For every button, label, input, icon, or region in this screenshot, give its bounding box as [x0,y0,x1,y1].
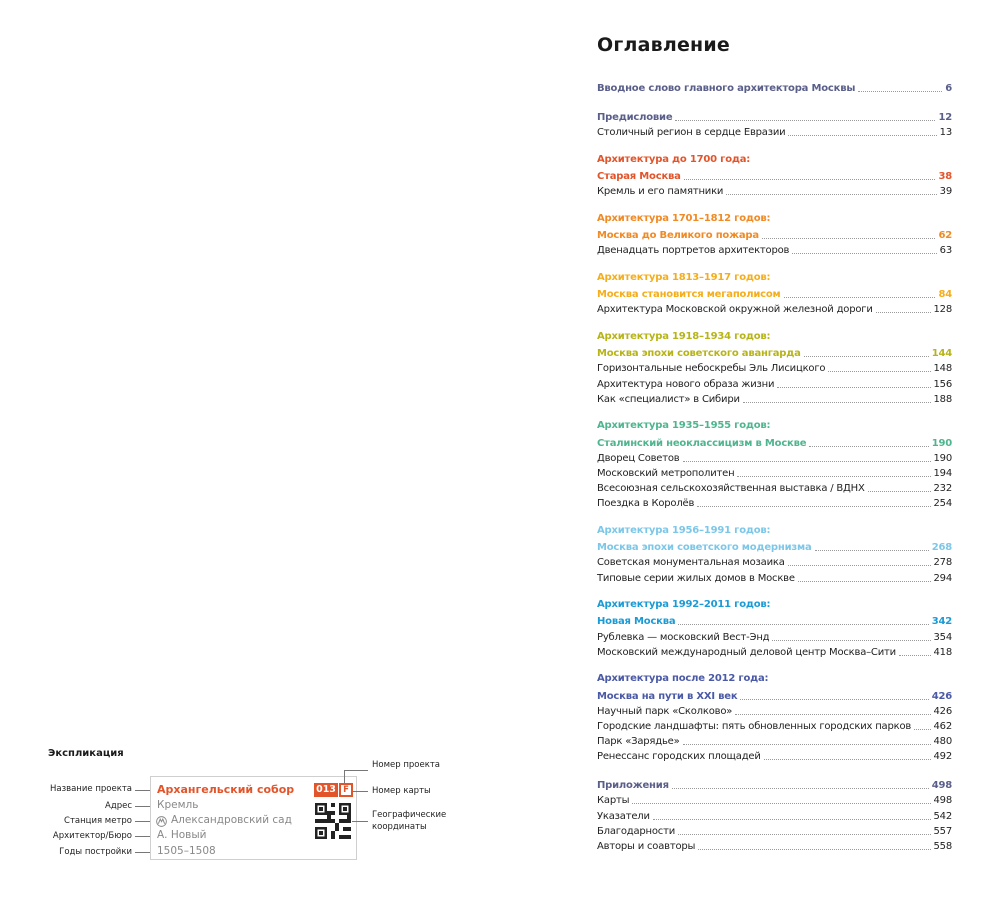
toc-entry-title: Советская монументальная мозаика [597,557,785,569]
toc-entry-title: Поездка в Королёв [597,498,695,510]
leader-line [352,791,368,792]
toc-entry[interactable] [597,777,952,792]
toc-section [597,777,952,853]
toc-leader-dots [678,833,930,835]
toc-section-heading: Архитектура до 1700 года: [597,153,751,165]
toc-entry-title: Вводное слово главного архитектора Москвы [597,83,856,95]
toc-title: Оглавление [597,34,730,56]
toc-leader-dots [792,252,936,254]
leader-line [344,770,368,771]
toc-leader-dots [735,713,930,715]
toc-entry-title: Московский международный деловой центр Москва–Сити [597,646,896,658]
toc-entry-title: Старая Москва [597,170,681,182]
toc-entry[interactable] [597,450,952,465]
toc-entry[interactable] [597,286,952,301]
legend-title: Экспликация [48,748,124,759]
toc-entry[interactable] [597,109,952,124]
toc-leader-dots [737,475,930,477]
toc-entry-page: 188 [933,393,952,405]
toc-entry-title: Сталинский неоклассицизм в Москве [597,437,807,449]
toc-entry-page: 426 [931,690,952,702]
toc-entry[interactable] [597,644,952,659]
toc-entry[interactable] [597,838,952,853]
toc-leader-dots [697,505,930,507]
toc-leader-dots [798,580,931,582]
card-metro: Александровский сад [171,814,292,826]
toc-leader-dots [777,386,930,388]
toc-entry-page: 268 [931,542,952,554]
toc-entry[interactable] [597,183,952,198]
toc-entry-title: Двенадцать портретов архитекторов [597,245,790,257]
qr-code-icon [315,803,351,839]
toc-entry[interactable] [597,613,952,628]
toc-entry[interactable] [597,539,952,554]
label-years: Годы постройки [59,847,132,857]
toc-entry[interactable] [597,360,952,375]
toc-entry[interactable] [597,748,952,763]
toc-leader-dots [683,460,931,462]
toc-entry-page: 38 [938,170,952,182]
metro-icon [156,816,167,827]
toc-leader-dots [788,134,936,136]
toc-entry-page: 12 [938,111,952,123]
toc-entry-title: Архитектура Московской окружной железной дороги [597,304,873,316]
toc-entry-title: Новая Москва [597,616,676,628]
toc-leader-dots [683,743,931,745]
toc-leader-dots [653,818,931,820]
toc-entry[interactable] [597,375,952,390]
label-architect: Архитектор/Бюро [52,831,132,841]
toc-entry[interactable] [597,480,952,495]
toc-section [597,153,952,199]
toc-list [597,80,952,866]
toc-leader-dots [868,490,931,492]
label-map-number: Номер карты [372,786,431,796]
toc-entry[interactable] [597,391,952,406]
toc-leader-dots [740,698,928,700]
toc-leader-dots [784,296,936,298]
toc-leader-dots [858,90,942,92]
label-address: Адрес [105,801,132,811]
toc-section [597,598,952,659]
toc-entry[interactable] [597,168,952,183]
toc-entry[interactable] [597,792,952,807]
toc-leader-dots [828,370,930,372]
toc-entry-title: Как «специалист» в Сибири [597,393,740,405]
toc-section-heading: Архитектура 1701–1812 годов: [597,212,771,224]
toc-entry-title: Ренессанс городских площадей [597,751,761,763]
toc-entry[interactable] [597,703,952,718]
toc-leader-dots [762,237,936,239]
toc-entry-page: 418 [933,646,952,658]
toc-entry-page: 84 [938,289,952,301]
toc-leader-dots [743,401,931,403]
toc-entry-page: 254 [933,498,952,510]
toc-entry-page: 354 [933,631,952,643]
toc-leader-dots [876,311,931,313]
toc-leader-dots [764,758,931,760]
toc-entry-page: 62 [938,230,952,241]
toc-entry-page: 558 [933,840,952,852]
toc-entry[interactable] [597,345,952,360]
toc-entry[interactable] [597,733,952,748]
toc-entry[interactable] [597,569,952,584]
toc-entry-page: 294 [933,572,952,584]
label-geo-line2: координаты [372,822,427,832]
toc-entry-title: Москва эпохи советского авангарда [597,348,801,360]
toc-entry-title: Карты [597,795,630,807]
toc-entry[interactable] [597,718,952,733]
toc-entry-title: Всесоюзная сельскохозяйственная выставка / ВДНХ [597,483,865,495]
toc-leader-dots [698,848,930,850]
toc-entry[interactable] [597,124,952,139]
toc-leader-dots [788,564,931,566]
toc-entry-title: Предисловие [597,111,673,123]
toc-section [597,330,952,406]
card-architect: А. Новый [157,829,207,841]
toc-entry-title: Москва становится мегаполисом [597,289,781,301]
toc-entry[interactable] [597,80,952,95]
toc-entry-page: 144 [931,348,952,360]
toc-entry[interactable] [597,554,952,569]
toc-section [597,109,952,139]
toc-entry-page: 498 [931,780,952,792]
toc-entry-page: 194 [933,467,952,479]
label-metro: Станция метро [64,816,132,826]
toc-entry-page: 492 [933,751,952,763]
toc-leader-dots [899,654,931,656]
toc-entry[interactable] [597,495,952,510]
toc-leader-dots [815,549,929,551]
toc-entry-page: 498 [933,795,952,807]
toc-leader-dots [726,193,936,195]
toc-entry-title: Московский метрополитен [597,467,735,479]
toc-entry[interactable] [597,301,952,316]
toc-entry[interactable] [597,807,952,822]
toc-leader-dots [914,728,930,730]
toc-entry-page: 462 [933,721,952,733]
toc-entry-title: Авторы и соавторы [597,840,696,852]
toc-entry-page: 278 [933,557,952,569]
toc-leader-dots [632,802,930,804]
toc-entry-page: 156 [933,378,952,390]
toc-entry[interactable] [597,227,952,242]
toc-entry-page: 128 [933,304,952,316]
card-project-number: 013 [314,783,338,797]
toc-section [597,672,952,763]
toc-entry-page: 557 [933,825,952,837]
toc-entry[interactable] [597,242,952,257]
leader-line [352,821,368,822]
card-years: 1505–1508 [157,845,216,857]
toc-entry-title: Москва до Великого пожара [597,230,759,241]
toc-section [597,524,952,585]
toc-entry-title: Научный парк «Сколково» [597,705,733,717]
toc-section-heading: Архитектура после 2012 года: [597,673,769,685]
toc-entry-title: Дворец Советов [597,452,680,464]
toc-entry-title: Архитектура нового образа жизни [597,378,775,390]
toc-entry[interactable] [597,465,952,480]
toc-entry[interactable] [597,434,952,449]
toc-section [597,419,952,510]
toc-section-heading: Архитектура 1956–1991 годов: [597,524,771,536]
toc-entry-page: 542 [933,810,952,822]
toc-section-heading: Архитектура 1992–2011 годов: [597,599,771,611]
toc-entry-title: Типовые серии жилых домов в Москве [597,572,795,584]
toc-entry-title: Столичный регион в сердце Евразии [597,127,786,139]
toc-section-heading: Архитектура 1813–1917 годов: [597,271,771,283]
toc-entry[interactable] [597,628,952,643]
toc-entry-title: Горизонтальные небоскребы Эль Лисицкого [597,363,826,375]
label-project-name: Название проекта [49,784,132,794]
toc-entry-page: 6 [945,83,952,95]
toc-entry-title: Парк «Зарядье» [597,736,680,748]
toc-entry-title: Рублевка — московский Вест-Энд [597,631,770,643]
toc-entry-page: 342 [931,616,952,628]
toc-entry[interactable] [597,823,952,838]
leader-line [344,770,345,783]
toc-entry-page: 232 [933,483,952,495]
card-map-letter: F [341,785,351,795]
toc-leader-dots [809,445,928,447]
card-map-number [339,783,353,797]
toc-section-heading: Архитектура 1935–1955 годов: [597,420,771,432]
toc-section [597,212,952,258]
card-address: Кремль [157,799,199,811]
toc-section [597,80,952,95]
toc-entry-page: 190 [933,452,952,464]
toc-entry[interactable] [597,688,952,703]
toc-entry-page: 63 [939,245,952,257]
toc-entry-page: 480 [933,736,952,748]
toc-entry-title: Благодарности [597,825,676,837]
toc-entry-page: 190 [931,437,952,449]
toc-section-heading: Архитектура 1918–1934 годов: [597,330,771,342]
toc-entry-title: Москва на пути в XXI век [597,690,738,702]
toc-entry-title: Указатели [597,810,650,822]
toc-entry-page: 13 [939,127,952,139]
label-geo-line1: Географические [372,810,447,820]
toc-section [597,271,952,317]
toc-entry-title: Приложения [597,780,669,792]
toc-leader-dots [772,639,930,641]
toc-entry-title: Городские ландшафты: пять обновленных городских парков [597,721,912,733]
toc-leader-dots [672,787,929,789]
toc-leader-dots [678,623,928,625]
toc-entry-title: Москва эпохи советского модернизма [597,542,812,554]
card-project-name: Архангельский собор [157,783,295,796]
toc-entry-page: 426 [933,705,952,717]
toc-entry-title: Кремль и его памятники [597,186,724,198]
toc-entry-page: 39 [939,186,952,198]
toc-entry-page: 148 [933,363,952,375]
toc-leader-dots [804,355,929,357]
toc-leader-dots [684,178,936,180]
label-project-number: Номер проекта [372,760,441,770]
toc-leader-dots [675,119,935,121]
